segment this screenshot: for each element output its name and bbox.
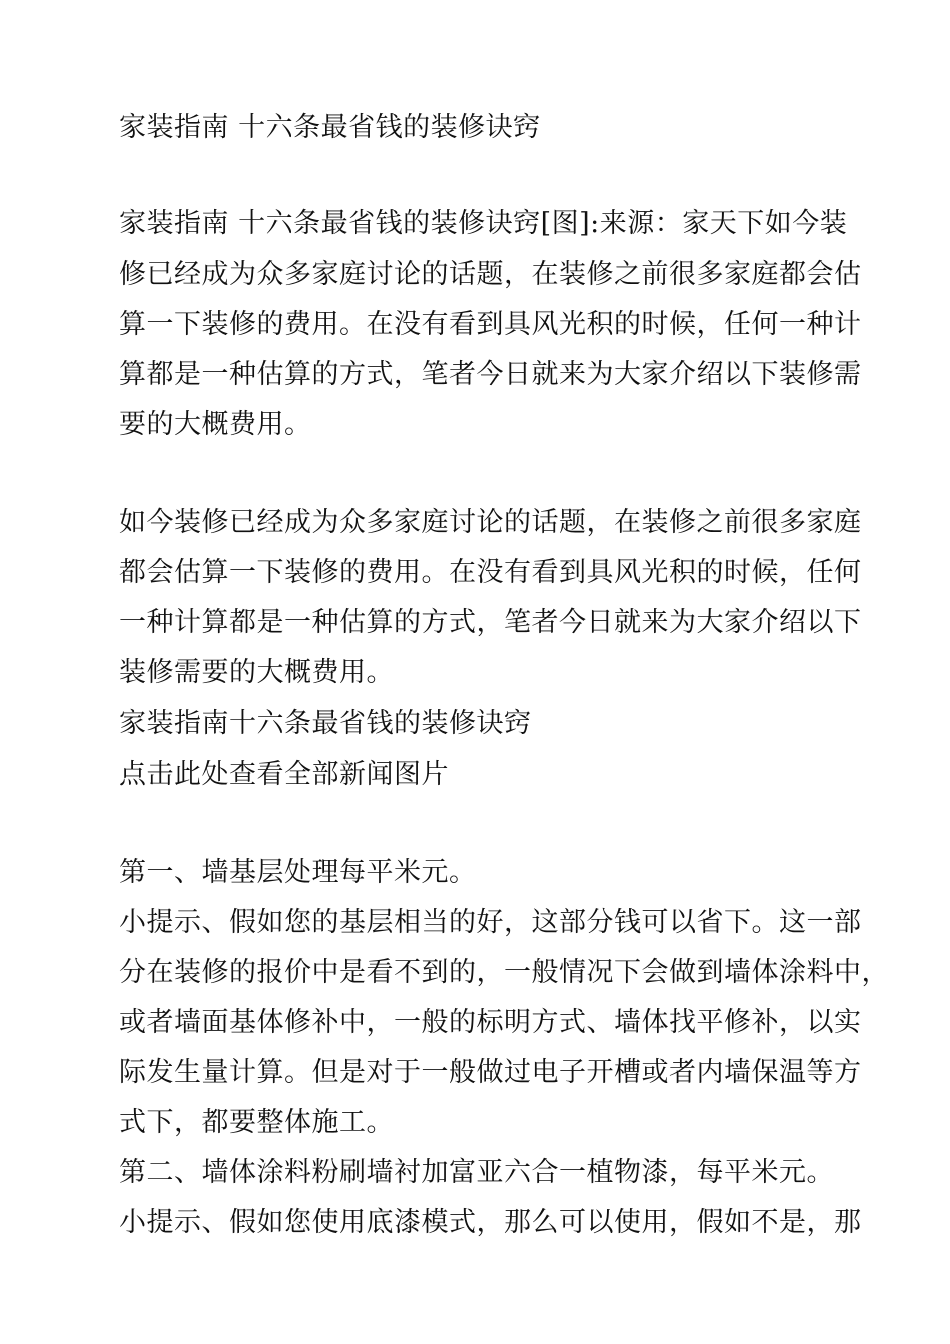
view-all-images-link[interactable]: 点击此处查看全部新闻图片 bbox=[119, 759, 449, 790]
item-1-tip-line-5: 式下，都要整体施工。 bbox=[119, 1107, 394, 1138]
image-caption: 家装指南十六条最省钱的装修诀窍 bbox=[119, 708, 532, 739]
paragraph-1-line-4: 算都是一种估算的方式，笔者今日就来为大家介绍以下装修需 bbox=[119, 359, 862, 390]
paragraph-2-line-3: 一种计算都是一种估算的方式，笔者今日就来为大家介绍以下 bbox=[119, 607, 862, 638]
document-title: 家装指南 十六条最省钱的装修诀窍 bbox=[119, 112, 541, 143]
paragraph-2-line-1: 如今装修已经成为众多家庭讨论的话题，在装修之前很多家庭 bbox=[119, 507, 862, 538]
paragraph-1-line-2: 修已经成为众多家庭讨论的话题，在装修之前很多家庭都会估 bbox=[119, 259, 862, 290]
item-1-tip-line-4: 际发生量计算。但是对于一般做过电子开槽或者内墙保温等方 bbox=[119, 1057, 862, 1088]
item-1-tip-line-2: 分在装修的报价中是看不到的，一般情况下会做到墙体涂料中， bbox=[119, 957, 889, 988]
paragraph-1-line-3: 算一下装修的费用。在没有看到具风光积的时候，任何一种计 bbox=[119, 309, 862, 340]
paragraph-1-line-1: 家装指南 十六条最省钱的装修诀窍[图]:来源：家天下如今装 bbox=[119, 208, 848, 239]
paragraph-2-line-4: 装修需要的大概费用。 bbox=[119, 657, 394, 688]
item-2-tip-line-1: 小提示、假如您使用底漆模式，那么可以使用，假如不是，那 bbox=[119, 1207, 862, 1238]
item-1-tip-line-1: 小提示、假如您的基层相当的好，这部分钱可以省下。这一部 bbox=[119, 907, 862, 938]
paragraph-1-line-5: 要的大概费用。 bbox=[119, 409, 312, 440]
item-2-heading: 第二、墙体涂料粉刷墙衬加富亚六合一植物漆，每平米元。 bbox=[119, 1157, 834, 1188]
paragraph-2-line-2: 都会估算一下装修的费用。在没有看到具风光积的时候，任何 bbox=[119, 557, 862, 588]
item-1-heading: 第一、墙基层处理每平米元。 bbox=[119, 857, 477, 888]
item-1-tip-line-3: 或者墙面基体修补中，一般的标明方式、墙体找平修补，以实 bbox=[119, 1007, 862, 1038]
